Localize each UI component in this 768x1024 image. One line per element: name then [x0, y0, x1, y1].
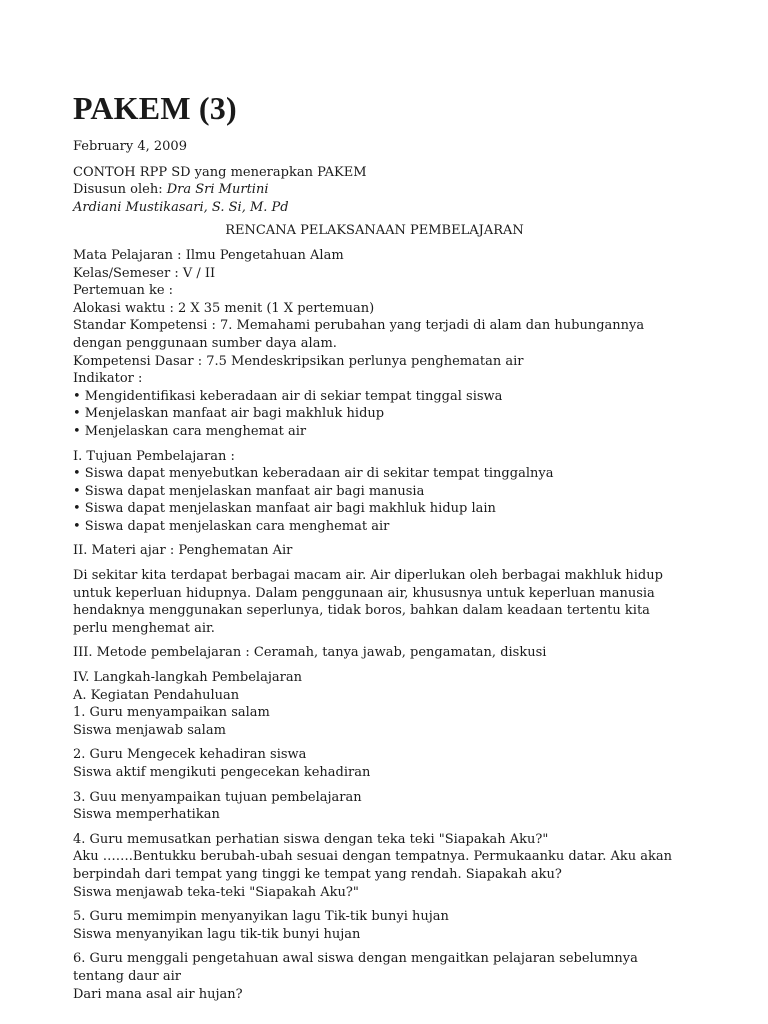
section-heading: RENCANA PELAKSANAAN PEMBELAJARAN — [225, 223, 524, 239]
tujuan-block — [73, 448, 688, 536]
list-item: • Siswa dapat menjelaskan manfaat air bagi makhluk hidup lain — [73, 501, 496, 517]
author-name-2: Ardiani Mustikasari, S. Si, M. Pd — [73, 199, 289, 215]
info-block — [73, 247, 688, 441]
step-siswa: Siswa menjawab salam — [73, 722, 226, 738]
page-title: PAKEM (3) — [73, 90, 237, 126]
author-name-1: Dra Sri Murtini — [166, 182, 269, 198]
langkah-label: IV. Langkah-langkah Pembelajaran — [73, 670, 302, 686]
step-block — [73, 950, 688, 1003]
step-block — [73, 908, 688, 943]
step-guru: 1. Guru menyampaikan salam — [73, 705, 270, 721]
langkah-sub: A. Kegiatan Pendahuluan — [73, 687, 240, 703]
step-guru: 6. Guru menggali pengetahuan awal siswa dengan mengaitkan pelajaran sebelumnya tentang daur air — [73, 951, 638, 984]
post-date: February 4, 2009 — [73, 139, 187, 154]
indikator-label: Indikator : — [73, 371, 143, 387]
info-alokasi: Alokasi waktu : 2 X 35 menit (1 X pertemuan) — [73, 300, 375, 316]
list-item: • Menjelaskan manfaat air bagi makhluk hidup — [73, 406, 385, 422]
step-siswa: Siswa aktif mengikuti pengecekan kehadiran — [73, 765, 371, 780]
info-mapel: Mata Pelajaran : Ilmu Pengetahuan Alam — [73, 247, 344, 263]
info-kompetensi: Kompetensi Dasar : 7.5 Mendeskripsikan perlunya penghematan air — [73, 353, 524, 369]
list-item: • Siswa dapat menjelaskan cara menghemat air — [73, 518, 390, 534]
materi-text: Di sekitar kita terdapat berbagai macam air. Air diperlukan oleh berbagai makhluk hidup untuk keperluan hidupnya. Dalam penggunaan air, khususnya untuk keperluan manusia hendaknya menggunakan seperlunya, tidak boros, bahkan dalam keadaan tertentu kita perlu menghemat air. — [73, 568, 663, 636]
info-standar: Standar Kompetensi : 7. Memahami perubahan yang terjadi di alam dan hubungannya dengan penggunaan sumber daya alam. — [73, 318, 645, 351]
step-block — [73, 789, 688, 824]
step-guru: 5. Guru memimpin menyanyikan lagu Tik-tik bunyi hujan — [73, 909, 449, 925]
step-block — [73, 746, 688, 781]
step-block — [73, 831, 688, 901]
list-item: • Siswa dapat menjelaskan manfaat air bagi manusia — [73, 483, 425, 499]
info-pertemuan: Pertemuan ke : — [73, 283, 174, 299]
intro-line: CONTOH RPP SD yang menerapkan PAKEM — [73, 164, 367, 180]
materi-label: II. Materi ajar : Penghematan Air — [73, 543, 293, 559]
intro-block — [73, 164, 688, 217]
list-item: • Siswa dapat menyebutkan keberadaan air di sekitar tempat tinggalnya — [73, 466, 554, 482]
step-siswa: Siswa memperhatikan — [73, 807, 220, 823]
step-siswa: Siswa menyanyikan lagu tik-tik bunyi hujan — [73, 926, 361, 942]
langkah-block — [73, 669, 688, 739]
author-prefix: Disusun oleh: — [73, 182, 167, 198]
step-siswa: Siswa menjawab teka-teki "Siapakah Aku?" — [73, 884, 359, 900]
step-riddle: Aku …….Bentukku berubah-ubah sesuai dengan tempatnya. Permukaanku datar. Aku akan berpindah dari tempat yang tinggi ke tempat yang rendah. Siapakah aku? — [73, 849, 672, 882]
step-guru: 4. Guru memusatkan perhatian siswa dengan teka teki "Siapakah Aku?" — [73, 831, 549, 847]
author-line — [73, 181, 688, 199]
list-item: • Menjelaskan cara menghemat air — [73, 423, 307, 439]
info-kelas: Kelas/Semeser : V / II — [73, 265, 216, 281]
tujuan-label: I. Tujuan Pembelajaran : — [73, 448, 235, 464]
step-guru: 3. Guu menyampaikan tujuan pembelajaran — [73, 789, 362, 805]
metode-line: III. Metode pembelajaran : Ceramah, tanya jawab, pengamatan, diskusi — [73, 645, 547, 661]
step-guru: 2. Guru Mengecek kehadiran siswa — [73, 747, 307, 763]
step-siswa: Dari mana asal air hujan? — [73, 986, 243, 1002]
list-item: • Mengidentifikasi keberadaan air di sekiar tempat tinggal siswa — [73, 388, 503, 404]
